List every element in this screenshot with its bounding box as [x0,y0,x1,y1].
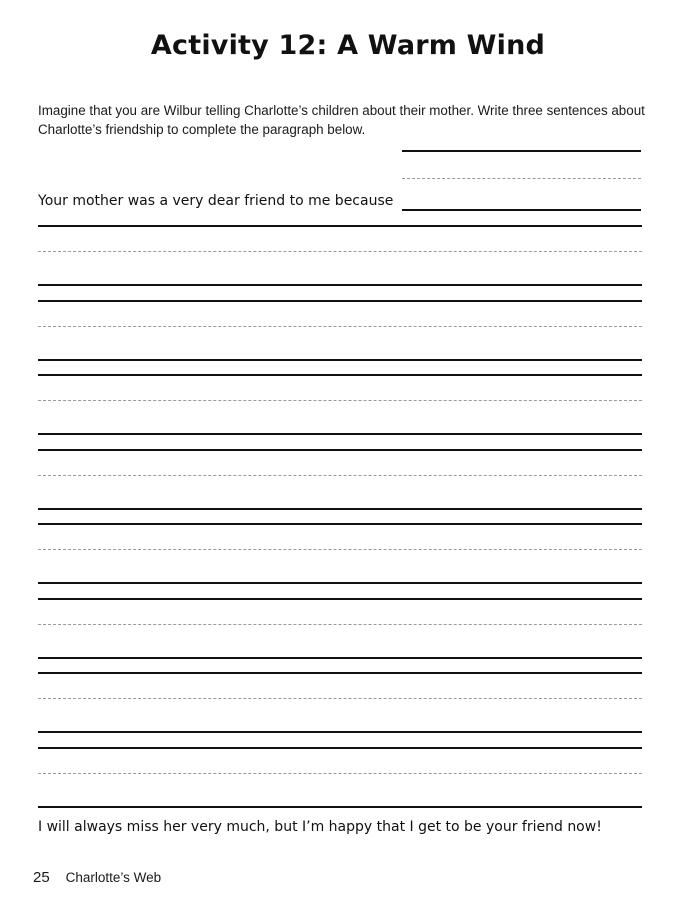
writing-guide-dashed [38,698,642,699]
writing-guide-dashed [38,475,642,476]
writing-line-top[interactable] [38,449,642,451]
page-title: Activity 12: A Warm Wind [150,30,546,61]
writing-guide-dashed [402,178,641,179]
writing-line-top[interactable] [402,150,641,152]
book-title: Charlotte’s Web [65,870,162,885]
writing-line-baseline[interactable] [38,657,642,659]
writing-line-baseline[interactable] [38,508,642,510]
paragraph-closing: I will always miss her very much, but I’m happy that I get to be your friend now! [38,819,602,835]
writing-line-baseline[interactable] [402,209,641,211]
instructions-text: Imagine that you are Wilbur telling Charlotte’s children about their mother. Write three sentences about Charlotte’s friendship to complete the paragraph below. [38,103,645,137]
writing-line-top[interactable] [38,672,642,674]
writing-guide-dashed [38,549,642,550]
writing-line-baseline[interactable] [38,806,642,808]
paragraph-prompt: Your mother was a very dear friend to me because [38,193,394,209]
writing-line-top[interactable] [38,225,642,227]
writing-line-baseline[interactable] [38,284,642,286]
writing-guide-dashed [38,326,642,327]
writing-guide-dashed [38,400,642,401]
page-number: 25 [33,869,50,886]
writing-line-baseline[interactable] [38,359,642,361]
writing-line-baseline[interactable] [38,731,642,733]
writing-guide-dashed [38,624,642,625]
writing-guide-dashed [38,773,642,774]
writing-line-baseline[interactable] [38,433,642,435]
writing-guide-dashed [38,251,642,252]
page-footer [33,869,161,886]
writing-line-top[interactable] [38,300,642,302]
writing-line-top[interactable] [38,523,642,525]
writing-line-top[interactable] [38,747,642,749]
writing-line-baseline[interactable] [38,582,642,584]
writing-line-top[interactable] [38,374,642,376]
writing-line-top[interactable] [38,598,642,600]
